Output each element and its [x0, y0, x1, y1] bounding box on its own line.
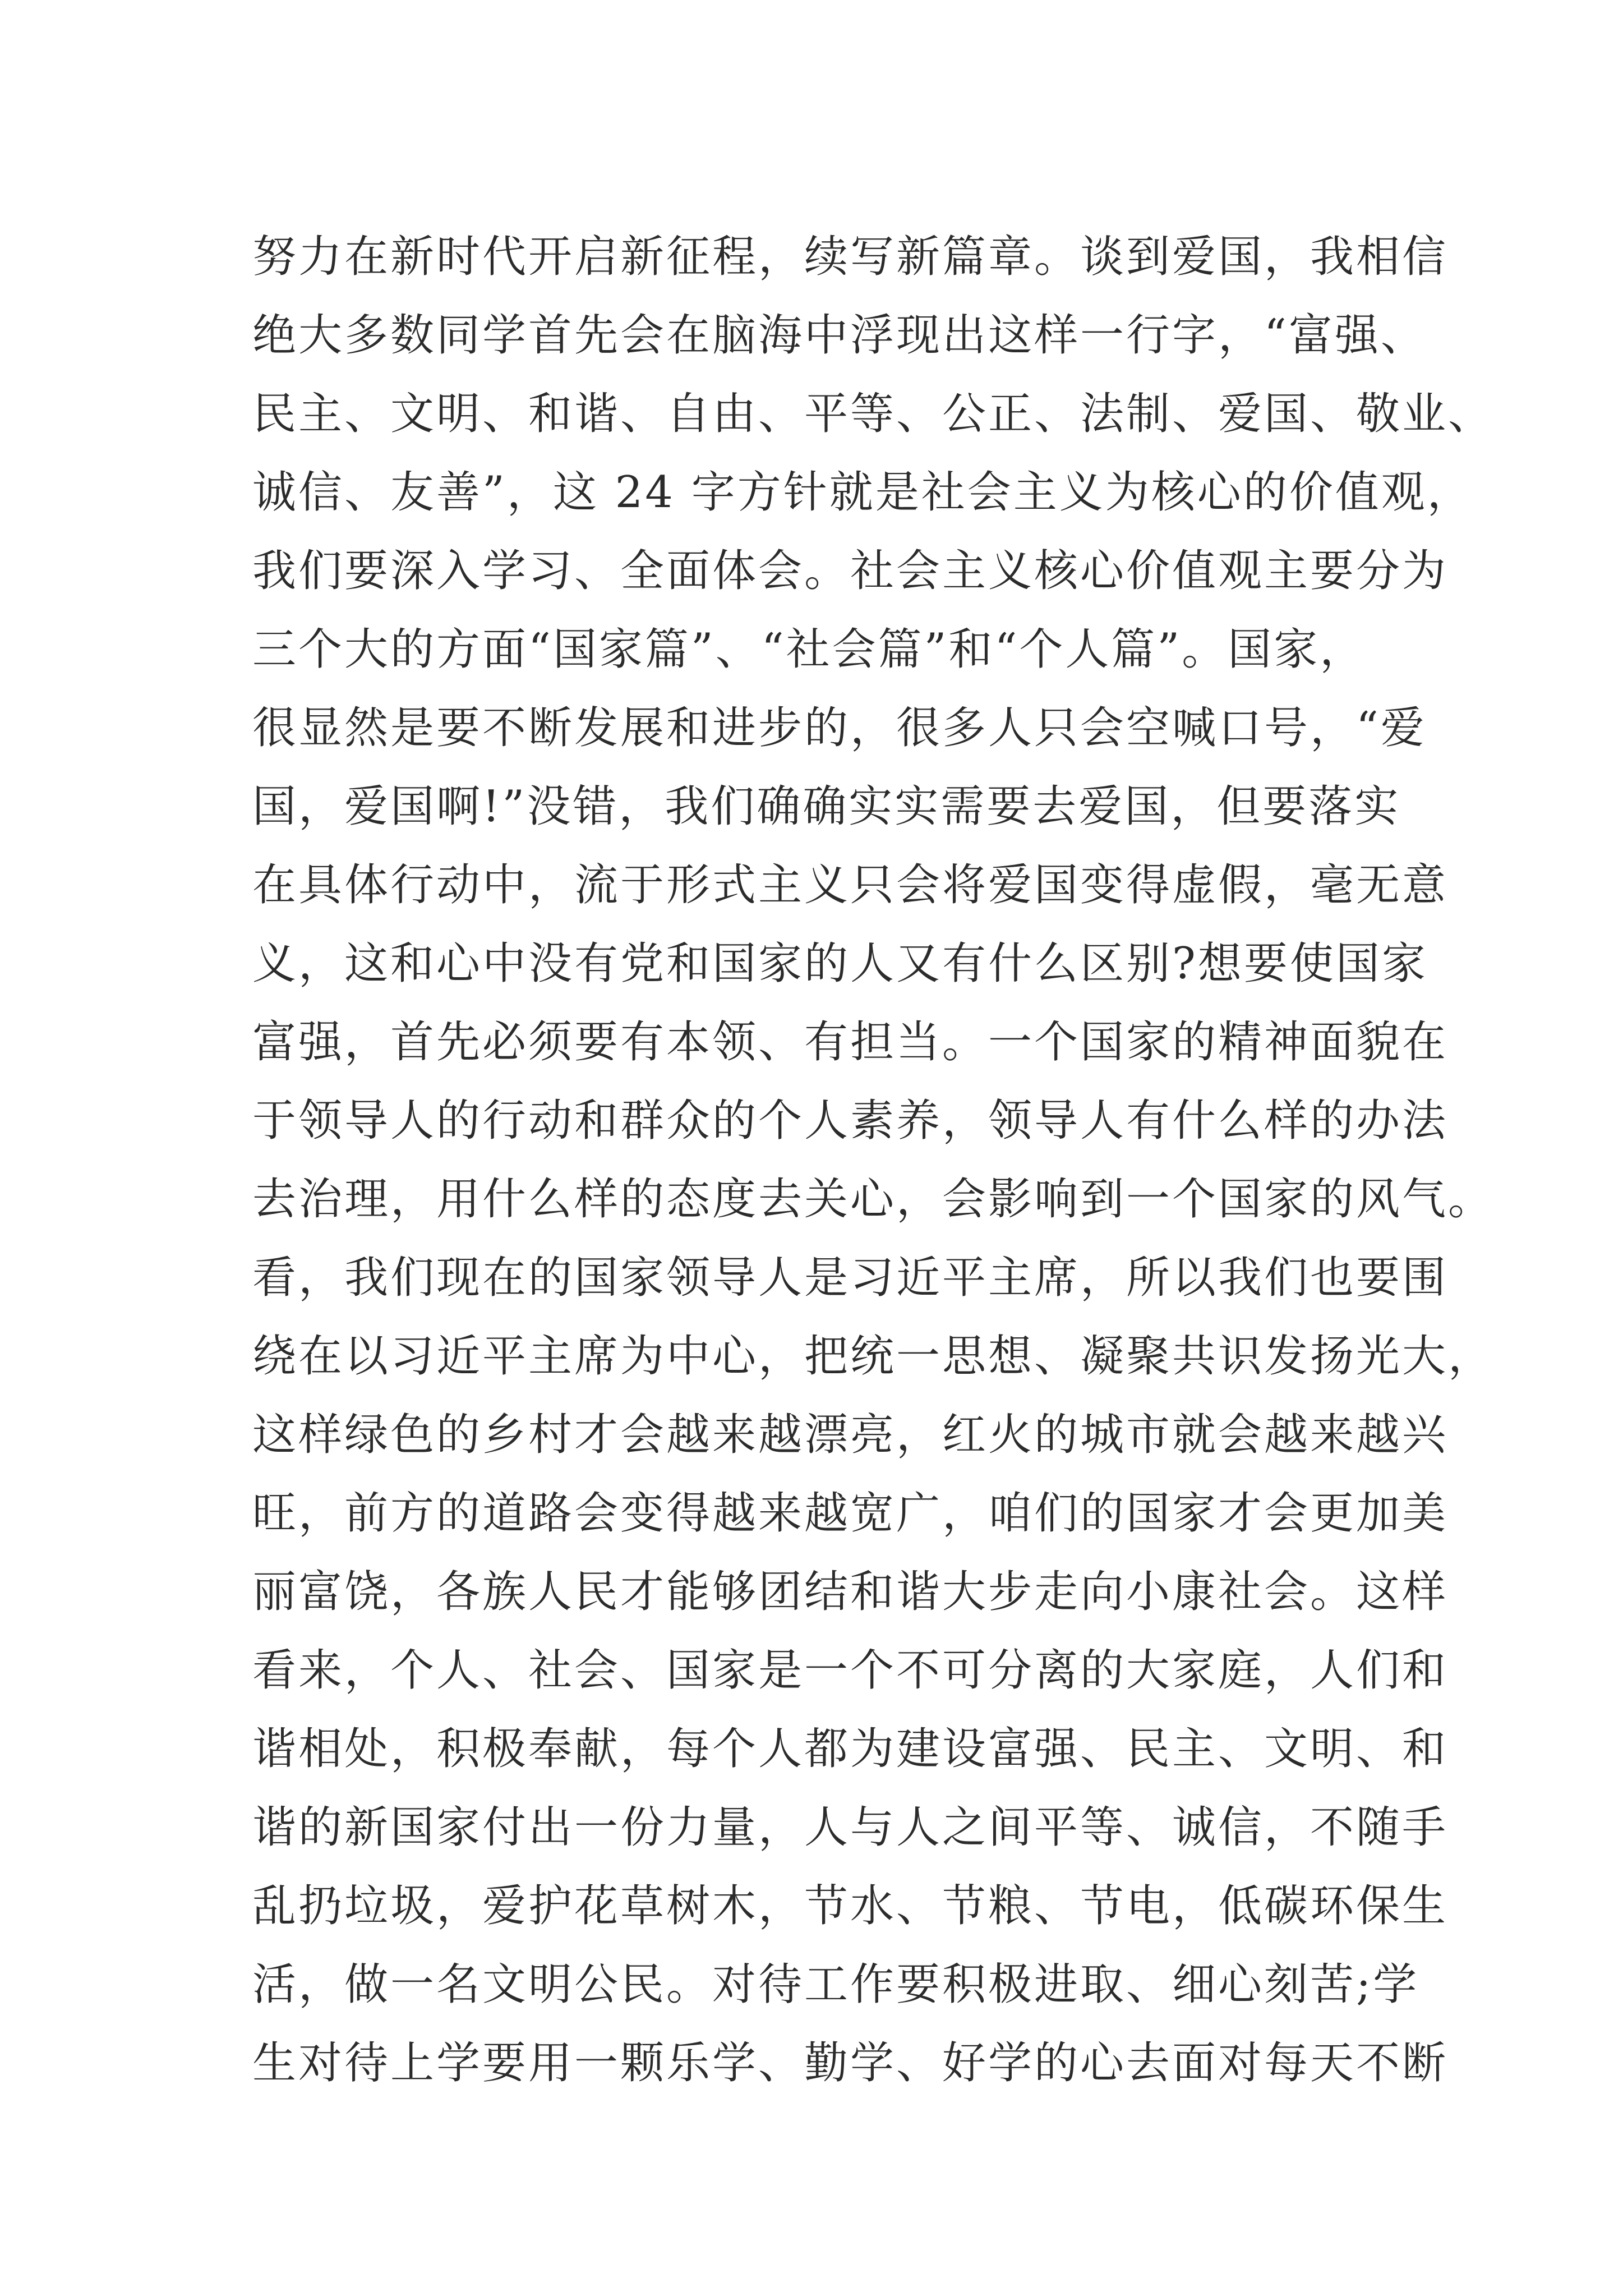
text-line: 谐相处，积极奉献，每个人都为建设富强、民主、文明、和 — [252, 1724, 1449, 1774]
text-line: 三个大的方面“国家篇”、“社会篇”和“个人篇”。国家， — [252, 624, 1366, 675]
text-line: 丽富饶，各族人民才能够团结和谐大步走向小康社会。这样 — [252, 1567, 1449, 1617]
text-line: 旺，前方的道路会变得越来越宽广，咱们的国家才会更加美 — [252, 1488, 1449, 1539]
text-line: 诚信、友善”，这 24 字方针就是社会主义为核心的价值观， — [252, 467, 1473, 518]
text-line: 很显然是要不断发展和进步的，很多人只会空喊口号，“爱 — [252, 703, 1427, 753]
text-line: 生对待上学要用一颗乐学、勤学、好学的心去面对每天不断 — [252, 2038, 1449, 2088]
text-line: 乱扔垃圾，爱护花草树木，节水、节粮、节电，低碳环保生 — [252, 1881, 1449, 1931]
text-line: 民主、文明、和谐、自由、平等、公正、法制、爱国、敬业、 — [252, 389, 1495, 439]
text-line: 绕在以习近平主席为中心，把统一思想、凝聚共识发扬光大， — [252, 1331, 1495, 1382]
body-text — [252, 218, 1495, 2102]
text-line: 在具体行动中，流于形式主义只会将爱国变得虚假，毫无意 — [252, 860, 1449, 910]
text-line: 这样绿色的乡村才会越来越漂亮，红火的城市就会越来越兴 — [252, 1410, 1449, 1460]
text-line: 我们要深入学习、全面体会。社会主义核心价值观主要分为 — [252, 546, 1449, 596]
text-line: 努力在新时代开启新征程，续写新篇章。谈到爱国，我相信 — [252, 232, 1449, 282]
text-line: 绝大多数同学首先会在脑海中浮现出这样一行字，“富强、 — [252, 310, 1427, 361]
text-line: 活，做一名文明公民。对待工作要积极进取、细心刻苦;学 — [252, 1959, 1419, 2010]
text-line: 谐的新国家付出一份力量，人与人之间平等、诚信，不随手 — [252, 1802, 1449, 1853]
text-line: 于领导人的行动和群众的个人素养，领导人有什么样的办法 — [252, 1096, 1449, 1146]
text-line: 富强，首先必须要有本领、有担当。一个国家的精神面貌在 — [252, 1017, 1449, 1068]
text-line: 去治理，用什么样的态度去关心，会影响到一个国家的风气。 — [252, 1174, 1495, 1225]
text-line: 义，这和心中没有党和国家的人又有什么区别?想要使国家 — [252, 938, 1428, 989]
text-line: 国，爱国啊!”没错，我们确确实实需要去爱国，但要落实 — [252, 781, 1401, 832]
text-line: 看，我们现在的国家领导人是习近平主席，所以我们也要围 — [252, 1253, 1449, 1303]
text-line: 看来，个人、社会、国家是一个不可分离的大家庭，人们和 — [252, 1645, 1449, 1696]
